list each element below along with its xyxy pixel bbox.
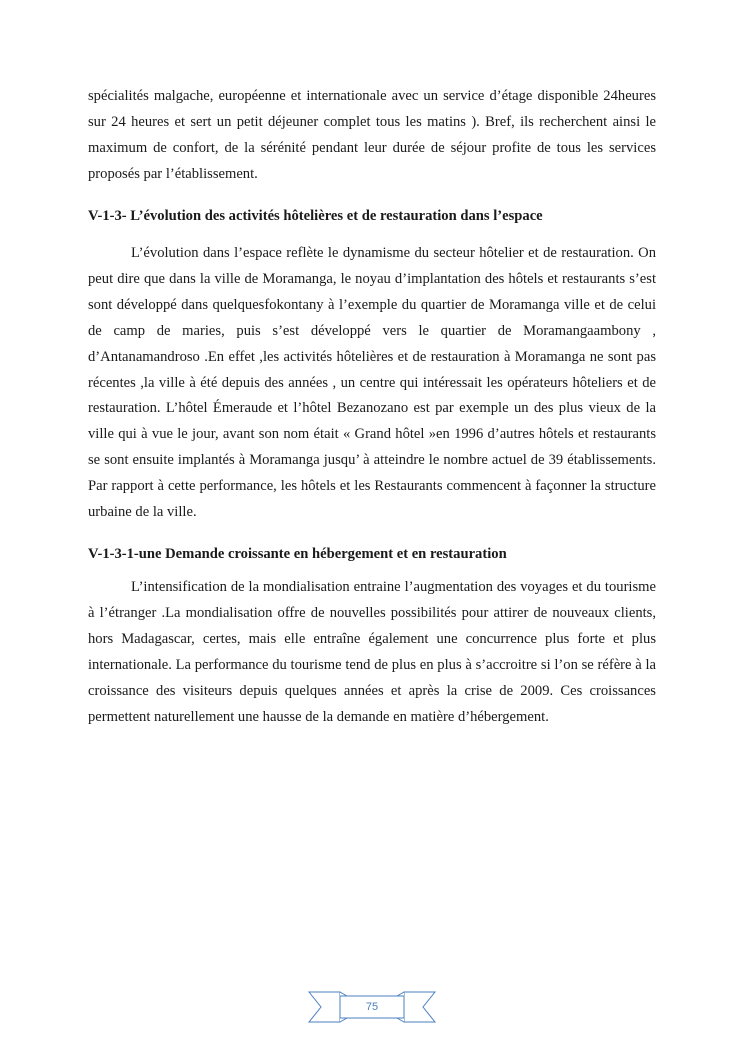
paragraph-demand: L’intensification de la mondialisation entraine l’augmentation des voyages et du tourisme à l’étranger .La mondialisation offre de nouvelles possibilités pour attirer de nouveaux clients, hors Madagascar, certes, mais elle entraîne également une concurrence plus forte et plus internationale. La performance du tourisme tend de plus en plus à s’accroitre si l’on se réfère à la croissance des visiteurs depuis quelques années et après la crise de 2009. Ces croissances permettent naturellement une hausse de la demande en matière d’hébergement.	[88, 579, 656, 725]
section-heading-v-1-3-1: V-1-3-1-une Demande croissante en hébergement et en restauration	[88, 546, 507, 562]
paragraph-continuation: spécialités malgache, européenne et internationale avec un service d’étage disponible 24heures sur 24 heures et sert un petit déjeuner complet tous les matins ). Bref, ils recherchent ainsi le maximum de confort, de la sérénité pendant leur durée de séjour profite de tous les services proposés par l’établissement.	[88, 88, 656, 182]
section-heading-v-1-3: V-1-3- L’évolution des activités hôtelières et de restauration dans l’espace	[88, 208, 543, 224]
paragraph-evolution: L’évolution dans l’espace reflète le dynamisme du secteur hôtelier et de restauration. On peut dire que dans la ville de Moramanga, le noyau d’implantation des hôtels et restaurants s’est sont développé dans quelquesfokontany à l’exemple du quartier de Moramanga ville et de celui de camp de maries, puis s’est développé vers le quartier de Moramangaambony , d’Antanamandroso .En effet ,les activités hôtelières et de restauration à Moramanga ne sont pas récentes ,la ville à été depuis des années , un centre qui intéressait les opérateurs hôteliers et de restauration. L’hôtel Émeraude et l’hôtel Bezanozano est par exemple un des plus vieux de la ville qui à vue le jour, avant son nom était « Grand hôtel »en 1996 d’autres hôtels et restaurants se sont ensuite implantés à Moramanga jusqu’ à atteindre le nombre actuel de 39 établissements. Par rapport à cette performance, les hôtels et les Restaurants commencent à façonner la structure urbaine de la ville.	[88, 245, 656, 521]
page-number-ribbon	[307, 987, 437, 1027]
page-number: 75	[365, 1001, 379, 1013]
